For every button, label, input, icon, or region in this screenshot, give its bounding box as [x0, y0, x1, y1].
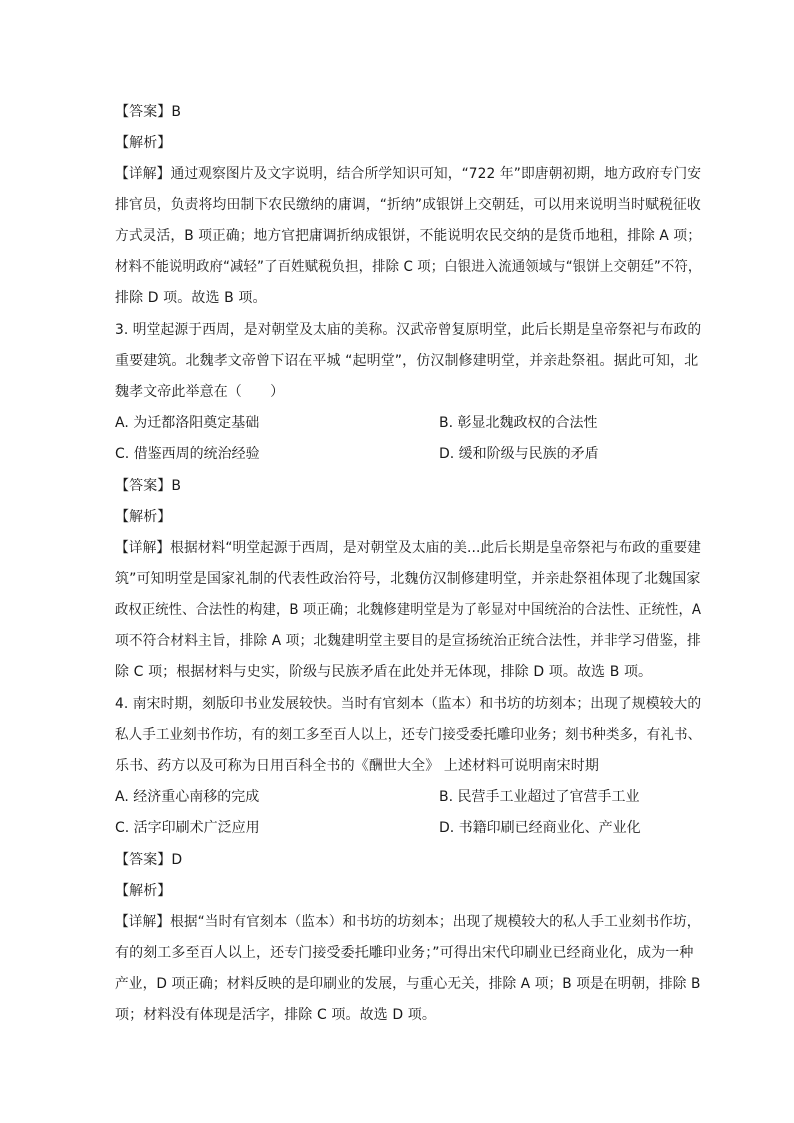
- question-4-stem: 4. 南宋时期，刻版印书业发展较快。当时有官刻本（监本）和书坊的坊刻本；出现了规模较大的: [115, 696, 702, 712]
- detail-line: 项不符合材料主旨，排除 A 项；北魏建明堂主要目的是宣扬统治正统合法性，并非学习借鉴，排: [115, 633, 701, 649]
- detail-line: 方式灵活，B 项正确；地方官把庸调折纳成银饼，不能说明农民交纳的是货币地租，排除 A 项；: [115, 228, 702, 244]
- question-3-option-a: A. 为迁都洛阳奠定基础: [115, 415, 260, 431]
- detail-line: 政权正统性、合法性的构建，B 项正确；北魏修建明堂是为了彰显对中国统治的合法性、正统性，A: [115, 602, 702, 618]
- detail-line: 产业，D 项正确；材料反映的是印刷业的发展，与重心无关，排除 A 项；B 项是在明朝，排除 B: [115, 976, 701, 992]
- answer-line: 【答案】B: [115, 478, 182, 494]
- question-4-stem: 乐书、药方以及可称为日用百科全书的《酬世大全》 上述材料可说明南宋时期: [115, 758, 599, 774]
- answer-line: 【答案】B: [115, 104, 182, 120]
- analysis-heading: 【解析】: [115, 883, 172, 899]
- detail-line: 【详解】根据材料“明堂起源于西周，是对朝堂及太庙的美...此后长期是皇帝祭祀与布政的重要建: [115, 540, 702, 556]
- question-3-stem: 魏孝文帝此举意在（ ）: [115, 384, 285, 400]
- question-3-option-c: C. 借鉴西周的统治经验: [115, 446, 260, 462]
- question-3-option-d: D. 缓和阶级与民族的矛盾: [439, 446, 599, 462]
- analysis-heading: 【解析】: [115, 135, 172, 151]
- detail-line: 排除 D 项。故选 B 项。: [115, 290, 267, 306]
- detail-line: 排官员，负责将均田制下农民缴纳的庸调，“折纳”成银饼上交朝廷，可以用来说明当时赋税征收: [115, 197, 701, 213]
- answer-line: 【答案】D: [115, 852, 183, 868]
- question-3-stem: 3. 明堂起源于西周，是对朝堂及太庙的美称。汉武帝曾复原明堂，此后长期是皇帝祭祀与布政的: [115, 322, 702, 338]
- detail-line: 【详解】根据“当时有官刻本（监本）和书坊的坊刻本；出现了规模较大的私人手工业刻书作坊，: [115, 914, 701, 930]
- detail-line: 材料不能说明政府“减轻”了百姓赋税负担，排除 C 项；白银进入流通领域与“银饼上交朝廷”不符，: [115, 259, 702, 275]
- question-4-option-a: A. 经济重心南移的完成: [115, 789, 260, 805]
- question-3-option-b: B. 彰显北魏政权的合法性: [439, 415, 598, 431]
- detail-line: 【详解】通过观察图片及文字说明，结合所学知识可知，“722 年”即唐朝初期，地方政府专门安: [115, 166, 702, 182]
- detail-line: 项；材料没有体现是活字，排除 C 项。故选 D 项。: [115, 1007, 436, 1023]
- question-4-option-c: C. 活字印刷术广泛应用: [115, 820, 260, 836]
- question-4-option-b: B. 民营手工业超过了官营手工业: [439, 789, 640, 805]
- detail-line: 除 C 项；根据材料与史实，阶级与民族矛盾在此处并无体现，排除 D 项。故选 B 项。: [115, 664, 653, 680]
- detail-line: 有的刻工多至百人以上，还专门接受委托雕印业务；”可得出宋代印刷业已经商业化，成为一种: [115, 945, 694, 961]
- analysis-heading: 【解析】: [115, 509, 172, 525]
- question-4-stem: 私人手工业刻书作坊，有的刻工多至百人以上，还专门接受委托雕印业务；刻书种类多，有礼书、: [115, 727, 702, 743]
- question-4-option-d: D. 书籍印刷已经商业化、产业化: [439, 820, 641, 836]
- detail-line: 筑”可知明堂是国家礼制的代表性政治符号，北魏仿汉制修建明堂，并亲赴祭祖体现了北魏国家: [115, 571, 701, 587]
- question-3-stem: 重要建筑。北魏孝文帝曾下诏在平城 “起明堂”，仿汉制修建明堂，并亲赴祭祖。据此可知，北: [115, 353, 699, 369]
